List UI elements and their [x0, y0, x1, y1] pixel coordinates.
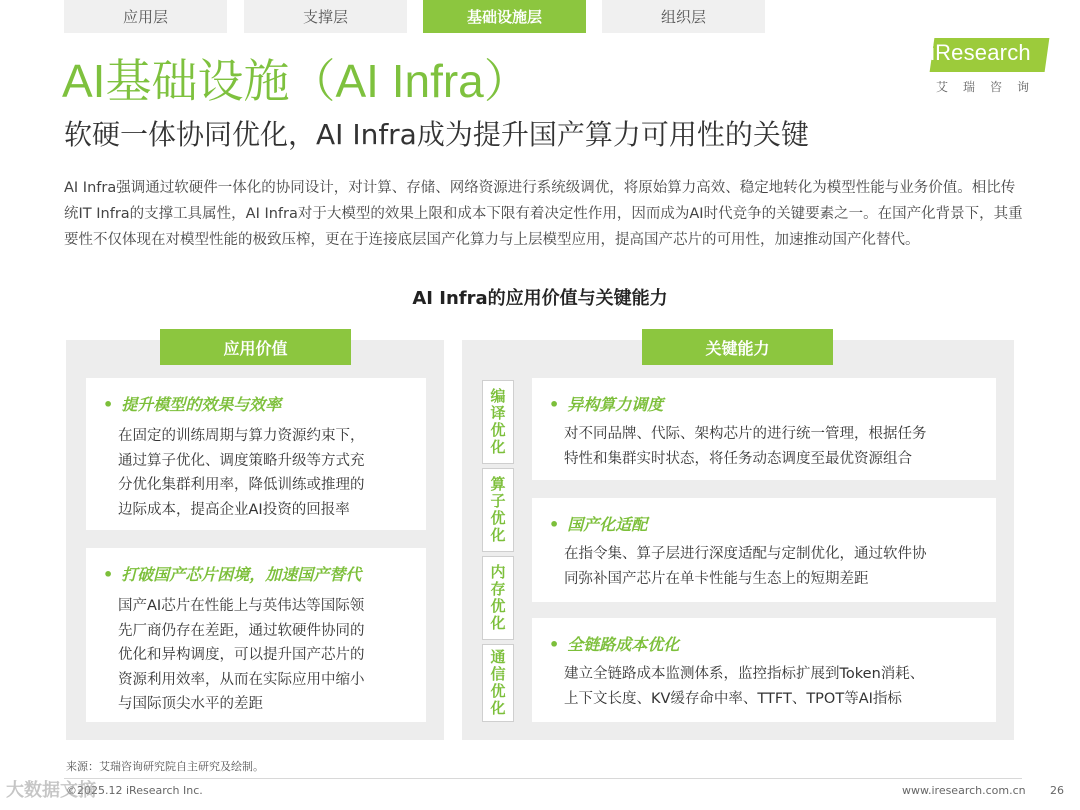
iresearch-logo — [924, 34, 1049, 94]
capability-card-title — [549, 512, 647, 535]
capability-card-body — [564, 422, 927, 471]
bullet-icon: • — [549, 515, 560, 534]
side-label-char: 编 — [490, 387, 506, 405]
side-label-char: 化 — [490, 699, 506, 717]
logo-brand-text: iResearch — [930, 40, 1031, 65]
card-line: 在指令集、算子层进行深度适配与定制优化，通过软件协 — [564, 546, 927, 562]
side-label-char: 优 — [490, 509, 506, 527]
card-line: 与国际顶尖水平的差距 — [118, 696, 263, 712]
card-line: 国产AI芯片在性能上与英伟达等国际领 — [118, 598, 365, 614]
capability-card-title-text: 全链路成本优化 — [567, 635, 680, 654]
side-label-char: 优 — [490, 682, 506, 700]
source-note: 来源：艾瑞咨询研究院自主研究及绘制。 — [66, 760, 264, 773]
tab-application-layer[interactable]: 应用层 — [64, 0, 227, 33]
capability-card-body — [564, 662, 924, 711]
card-line: 在固定的训练周期与算力资源约束下， — [118, 428, 365, 444]
capability-card-heterogeneous-scheduling — [532, 378, 996, 480]
value-card-body — [118, 594, 365, 717]
copyright-text: ©2025.12 iResearch Inc. — [66, 784, 203, 797]
value-card-efficiency — [86, 378, 426, 530]
card-line: 对不同品牌、代际、架构芯片的进行统一管理，根据任务 — [564, 426, 927, 442]
capability-card-title-text: 国产化适配 — [567, 515, 648, 534]
side-label-char: 译 — [490, 404, 506, 422]
card-line: 建立全链路成本监测体系，监控指标扩展到Token消耗、 — [564, 666, 925, 682]
tab-infrastructure-layer[interactable]: 基础设施层 — [423, 0, 586, 33]
side-label-char: 算 — [490, 475, 506, 493]
value-card-title-text: 打破国产芯片困境，加速国产替代 — [121, 565, 362, 584]
card-line: 优化和异构调度，可以提升国产芯片的 — [118, 647, 365, 663]
value-card-title — [103, 562, 361, 585]
side-label-char: 子 — [490, 492, 506, 510]
value-card-domestic-chips — [86, 548, 426, 722]
logo-subtitle: 艾瑞咨询 — [936, 80, 1045, 94]
side-label-communication-opt — [482, 644, 514, 722]
page-number: 26 — [1050, 784, 1064, 797]
bullet-icon: • — [103, 395, 114, 414]
capability-card-cost-optimization — [532, 618, 996, 722]
side-label-char: 化 — [490, 526, 506, 544]
application-value-header: 应用价值 — [160, 329, 351, 365]
card-line: 上下文长度、KV缓存命中率、TTFT、TPOT等AI指标 — [564, 690, 902, 707]
value-card-title — [103, 392, 281, 415]
side-label-char: 化 — [490, 438, 506, 456]
value-card-body — [118, 424, 365, 522]
section-title: AI Infra的应用价值与关键能力 — [412, 288, 668, 309]
card-line: 同弥补国产芯片在单卡性能与生态上的短期差距 — [564, 570, 869, 587]
tab-organization-layer[interactable]: 组织层 — [602, 0, 765, 33]
website-link[interactable]: www.iresearch.com.cn — [902, 784, 1026, 797]
card-line: 先厂商仍存在差距，通过软硬件协同的 — [118, 622, 365, 639]
capability-card-domestic-adaptation — [532, 498, 996, 602]
capability-card-title — [549, 632, 679, 655]
side-label-char: 优 — [490, 421, 506, 439]
side-label-char: 通 — [490, 648, 506, 666]
side-label-char: 化 — [490, 614, 506, 632]
card-line: 边际成本，提高企业AI投资的回报率 — [118, 501, 350, 518]
side-label-char: 优 — [490, 597, 506, 615]
card-line: 特性和集群实时状态，将任务动态调度至最优资源组合 — [564, 450, 912, 467]
side-label-compile-opt — [482, 380, 514, 464]
bullet-icon: • — [549, 635, 560, 654]
capability-card-body — [564, 542, 927, 591]
bullet-icon: • — [103, 565, 114, 584]
side-label-operator-opt — [482, 468, 514, 552]
side-label-memory-opt — [482, 556, 514, 640]
card-line: 资源利用效率，从而在实际应用中缩小 — [118, 671, 365, 688]
card-line: 通过算子优化、调度策略升级等方式充 — [118, 452, 365, 469]
watermark: 大数据文摘 — [6, 780, 96, 801]
tab-support-layer[interactable]: 支撑层 — [244, 0, 407, 33]
page-subtitle: 软硬一体协同优化，AI Infra成为提升国产算力可用性的关键 — [64, 118, 809, 151]
capability-card-title-text: 异构算力调度 — [567, 395, 664, 414]
capability-card-title — [549, 392, 663, 415]
intro-paragraph: AI Infra强调通过软硬件一体化的协同设计，对计算、存储、网络资源进行系统级调优，将原始算力高效、稳定地转化为模型性能与业务价值。相比传统IT Infra的支撑工具属性，AI Infra对于大模型的效果上限和成本下限有着决定性作用，因而成为AI时代竞争的关键要素之一。在国产化背景下，其重要性不仅体现在对模型性能的极致压榨，更在于连接底层国产化算力与上层模型应用，提高国产芯片的可用性，加速推动国产化替代。 — [64, 180, 1023, 248]
side-label-char: 信 — [490, 665, 506, 683]
page-title: AI基础设施（AI Infra） — [62, 55, 530, 107]
side-label-char: 存 — [490, 580, 506, 598]
value-card-title-text: 提升模型的效果与效率 — [121, 395, 282, 414]
key-capabilities-header: 关键能力 — [642, 329, 833, 365]
footer-divider — [64, 778, 1022, 779]
card-line: 分优化集群利用率，降低训练或推理的 — [118, 477, 365, 493]
side-label-char: 内 — [490, 563, 506, 581]
bullet-icon: • — [549, 395, 560, 414]
